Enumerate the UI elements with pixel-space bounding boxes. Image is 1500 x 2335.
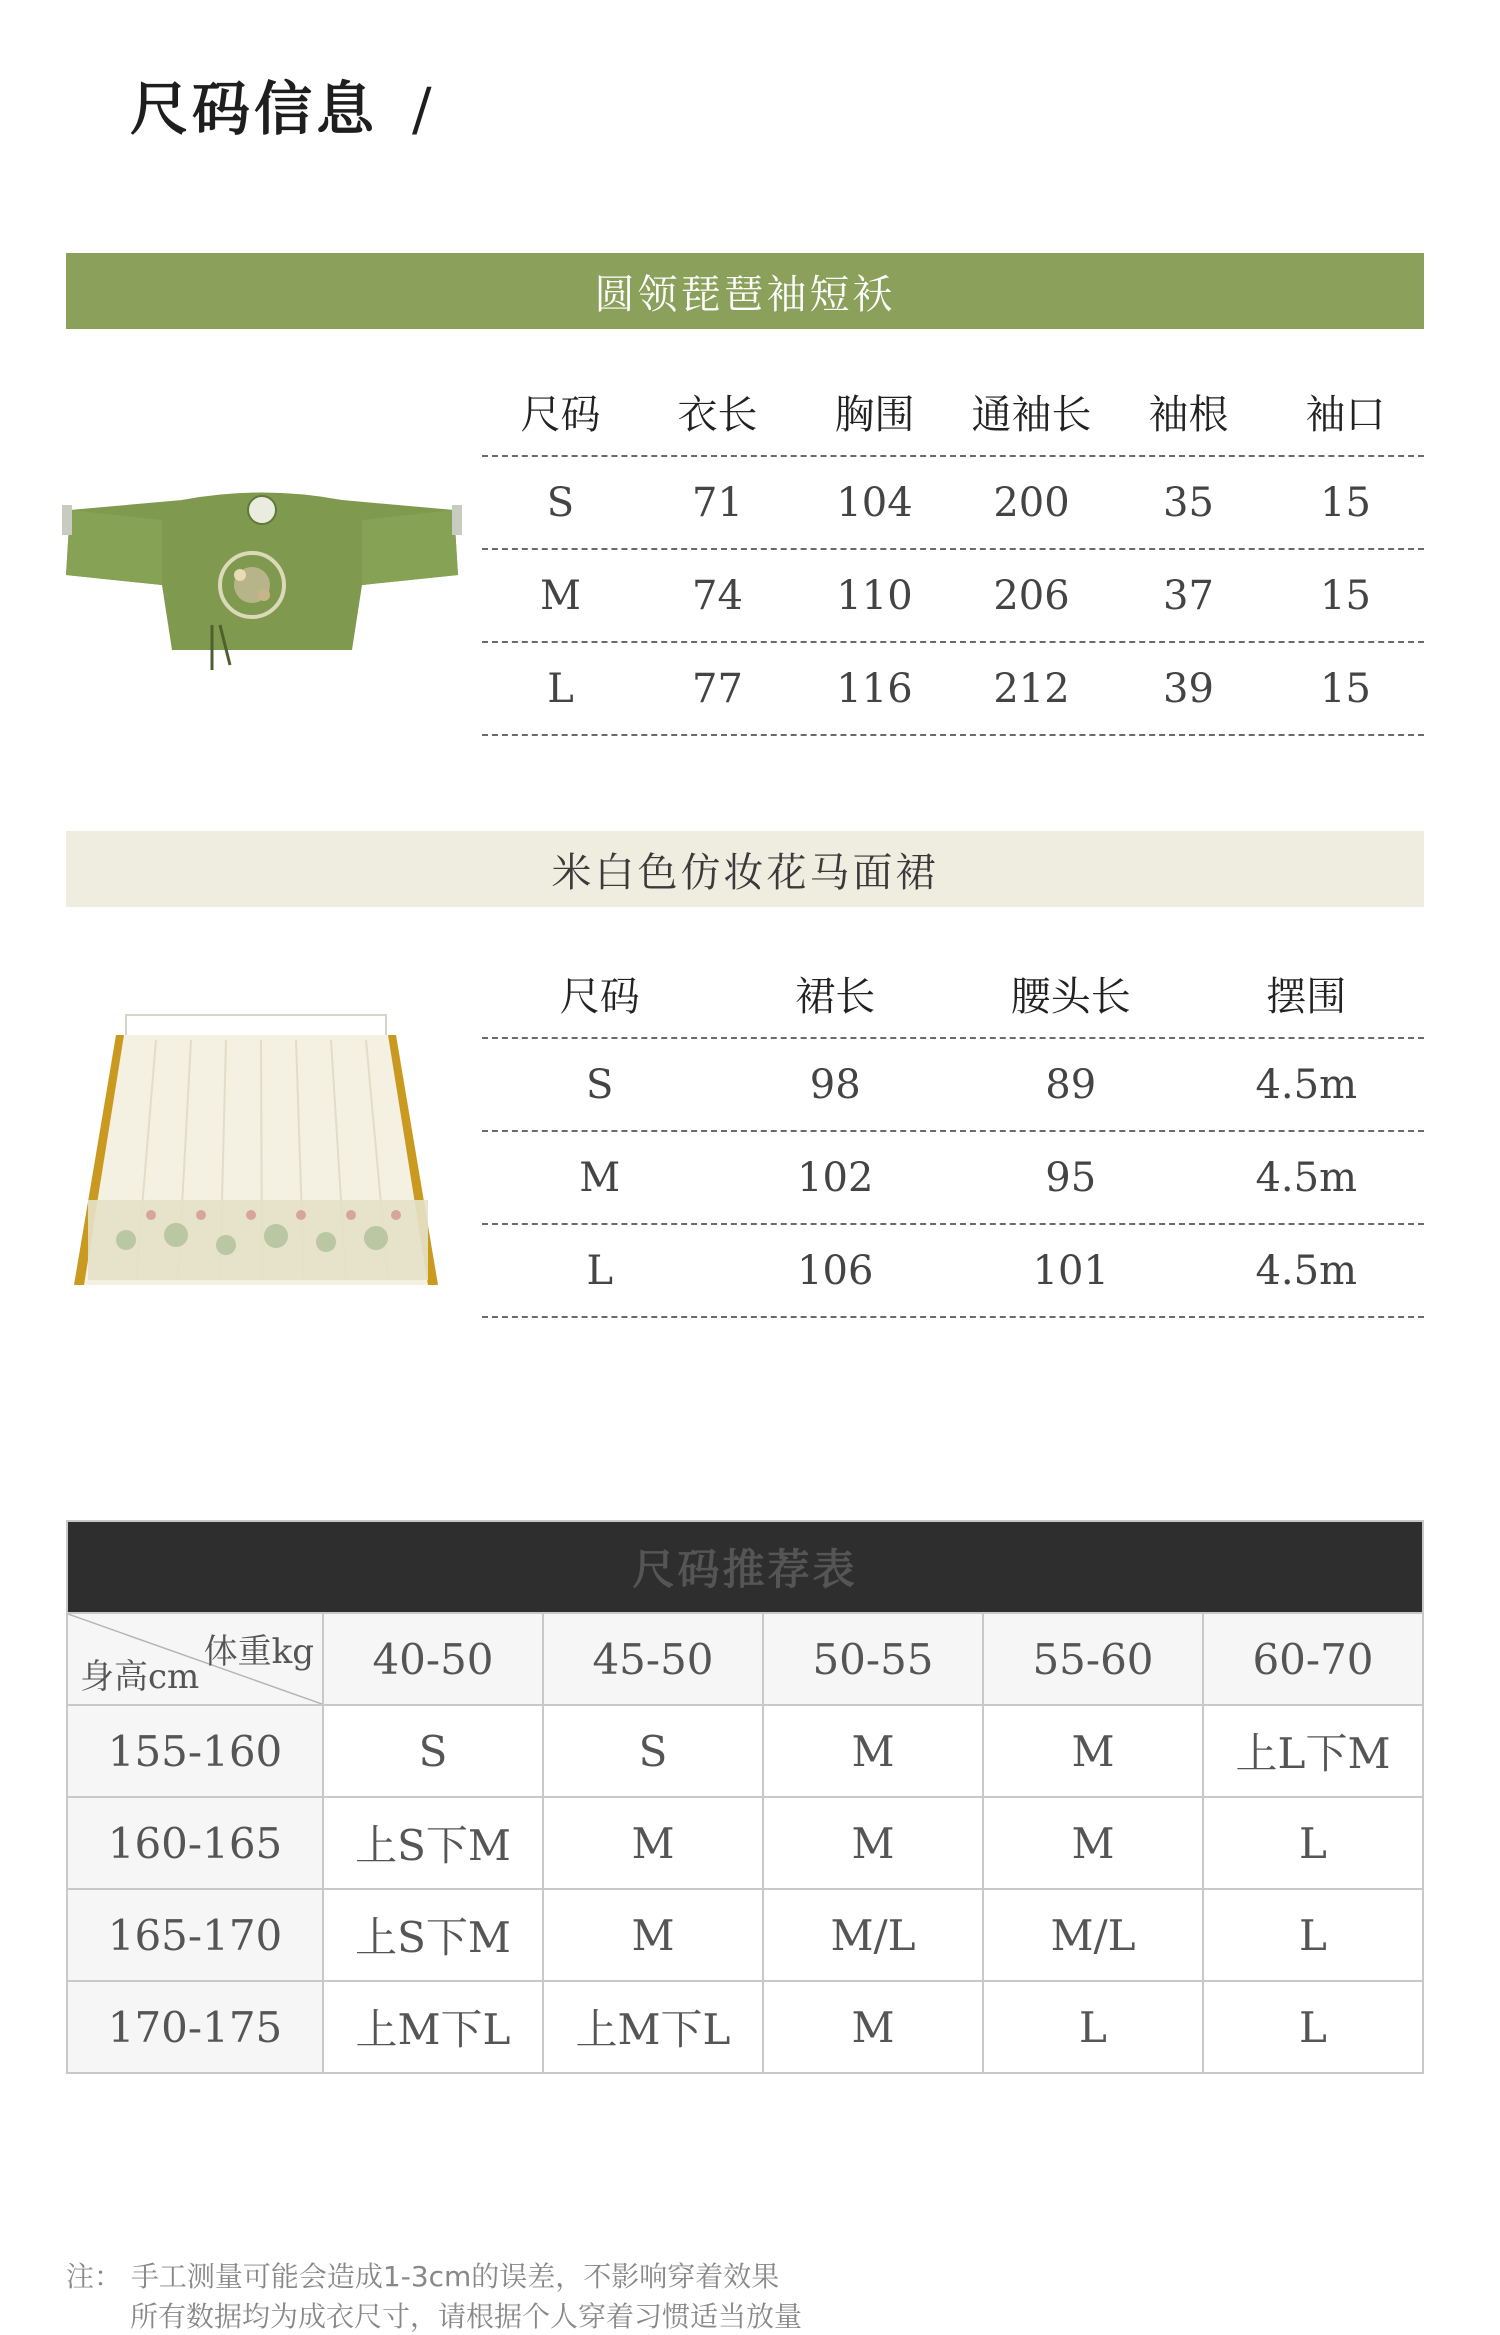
size-cell: M/L — [983, 1889, 1203, 1981]
table-cell: 200 — [993, 479, 1070, 526]
table-cell: 116 — [836, 665, 913, 712]
table-cell: 110 — [836, 572, 913, 619]
header-cell: 尺码 — [559, 974, 640, 1020]
table-row — [482, 643, 1424, 736]
jacket-image — [62, 490, 462, 680]
weight-header-row — [67, 1613, 1423, 1705]
height-range: 165-170 — [67, 1889, 323, 1981]
table-cell: S — [586, 1061, 614, 1108]
table-cell: 4.5m — [1255, 1154, 1358, 1201]
table-header-row — [482, 368, 1424, 457]
height-range: 160-165 — [67, 1797, 323, 1889]
size-cell: M — [763, 1981, 983, 2073]
header-cell: 摆围 — [1266, 974, 1347, 1020]
skirt-size-table — [482, 950, 1424, 1318]
size-recommendation-table — [66, 1520, 1424, 2074]
weight-range: 60-70 — [1203, 1613, 1423, 1705]
table-cell: 212 — [993, 665, 1070, 712]
table-cell: 95 — [1045, 1154, 1097, 1201]
table-cell: 77 — [692, 665, 743, 712]
jacket-size-table — [482, 368, 1424, 736]
table-cell: 37 — [1163, 572, 1214, 619]
table-row — [67, 1705, 1423, 1797]
table-cell: M — [540, 572, 581, 619]
weight-range: 50-55 — [763, 1613, 983, 1705]
table-row — [482, 1039, 1424, 1132]
header-cell: 胸围 — [834, 392, 915, 438]
header-cell: 裙长 — [795, 974, 876, 1020]
recommendation-title: 尺码推荐表 — [67, 1521, 1423, 1613]
size-cell: 上M下L — [323, 1981, 543, 2073]
size-cell: S — [323, 1705, 543, 1797]
size-cell: 上S下M — [323, 1797, 543, 1889]
table-row — [67, 1797, 1423, 1889]
corner-cell — [67, 1613, 323, 1705]
size-cell: L — [1203, 1889, 1423, 1981]
size-cell: M — [983, 1705, 1203, 1797]
size-cell: S — [543, 1705, 763, 1797]
table-cell: 15 — [1320, 665, 1371, 712]
table-cell: 15 — [1320, 572, 1371, 619]
header-cell: 袖根 — [1148, 392, 1229, 438]
table-row — [482, 1132, 1424, 1225]
jacket-banner: 圆领琵琶袖短袄 — [66, 253, 1424, 329]
size-cell: M — [983, 1797, 1203, 1889]
table-row — [482, 550, 1424, 643]
table-cell: 98 — [809, 1061, 861, 1108]
weight-range: 55-60 — [983, 1613, 1203, 1705]
size-cell: L — [983, 1981, 1203, 2073]
size-cell: 上L下M — [1203, 1705, 1423, 1797]
size-cell: M — [763, 1797, 983, 1889]
weight-range: 45-50 — [543, 1613, 763, 1705]
table-cell: 71 — [692, 479, 743, 526]
table-cell: S — [546, 479, 575, 526]
table-cell: 206 — [993, 572, 1070, 619]
table-header-row — [482, 950, 1424, 1039]
note-line-2: 所有数据均为成衣尺寸，请根据个人穿着习惯适当放量 — [130, 2300, 803, 2333]
table-row — [67, 1889, 1423, 1981]
size-cell: L — [1203, 1981, 1423, 2073]
header-cell: 通袖长 — [971, 392, 1092, 438]
table-cell: 4.5m — [1255, 1061, 1358, 1108]
table-cell: 39 — [1163, 665, 1214, 712]
header-cell: 袖口 — [1305, 392, 1386, 438]
size-cell: 上M下L — [543, 1981, 763, 2073]
table-cell: 15 — [1320, 479, 1371, 526]
height-range: 155-160 — [67, 1705, 323, 1797]
skirt-banner: 米白色仿妆花马面裙 — [66, 831, 1424, 907]
table-cell: 101 — [1032, 1247, 1109, 1294]
table-cell: L — [547, 665, 574, 712]
table-row — [482, 1225, 1424, 1318]
weight-label: 体重kg — [203, 1632, 314, 1672]
table-cell: 4.5m — [1255, 1247, 1358, 1294]
note-line-1: 注： 手工测量可能会造成1-3cm的误差，不影响穿着效果 — [66, 2260, 780, 2293]
skirt-image — [66, 1010, 446, 1305]
page-title-text: 尺码信息 — [130, 75, 379, 143]
header-cell: 腰头长 — [1010, 974, 1131, 1020]
weight-range: 40-50 — [323, 1613, 543, 1705]
size-cell: M — [543, 1797, 763, 1889]
table-row — [482, 457, 1424, 550]
table-cell: 102 — [797, 1154, 874, 1201]
size-cell: L — [1203, 1797, 1423, 1889]
height-label: 身高cm — [80, 1657, 200, 1697]
table-cell: 89 — [1045, 1061, 1097, 1108]
height-range: 170-175 — [67, 1981, 323, 2073]
table-cell: 74 — [692, 572, 743, 619]
size-cell: M — [543, 1889, 763, 1981]
table-cell: 106 — [797, 1247, 874, 1294]
header-cell: 尺码 — [520, 392, 601, 438]
table-cell: 35 — [1163, 479, 1214, 526]
header-cell: 衣长 — [677, 392, 758, 438]
table-cell: M — [579, 1154, 621, 1201]
table-row — [67, 1981, 1423, 2073]
table-cell: 104 — [836, 479, 913, 526]
size-cell: 上S下M — [323, 1889, 543, 1981]
page-title — [130, 62, 436, 146]
size-cell: M/L — [763, 1889, 983, 1981]
title-slash: / — [412, 75, 436, 143]
size-cell: M — [763, 1705, 983, 1797]
table-cell: L — [586, 1247, 614, 1294]
